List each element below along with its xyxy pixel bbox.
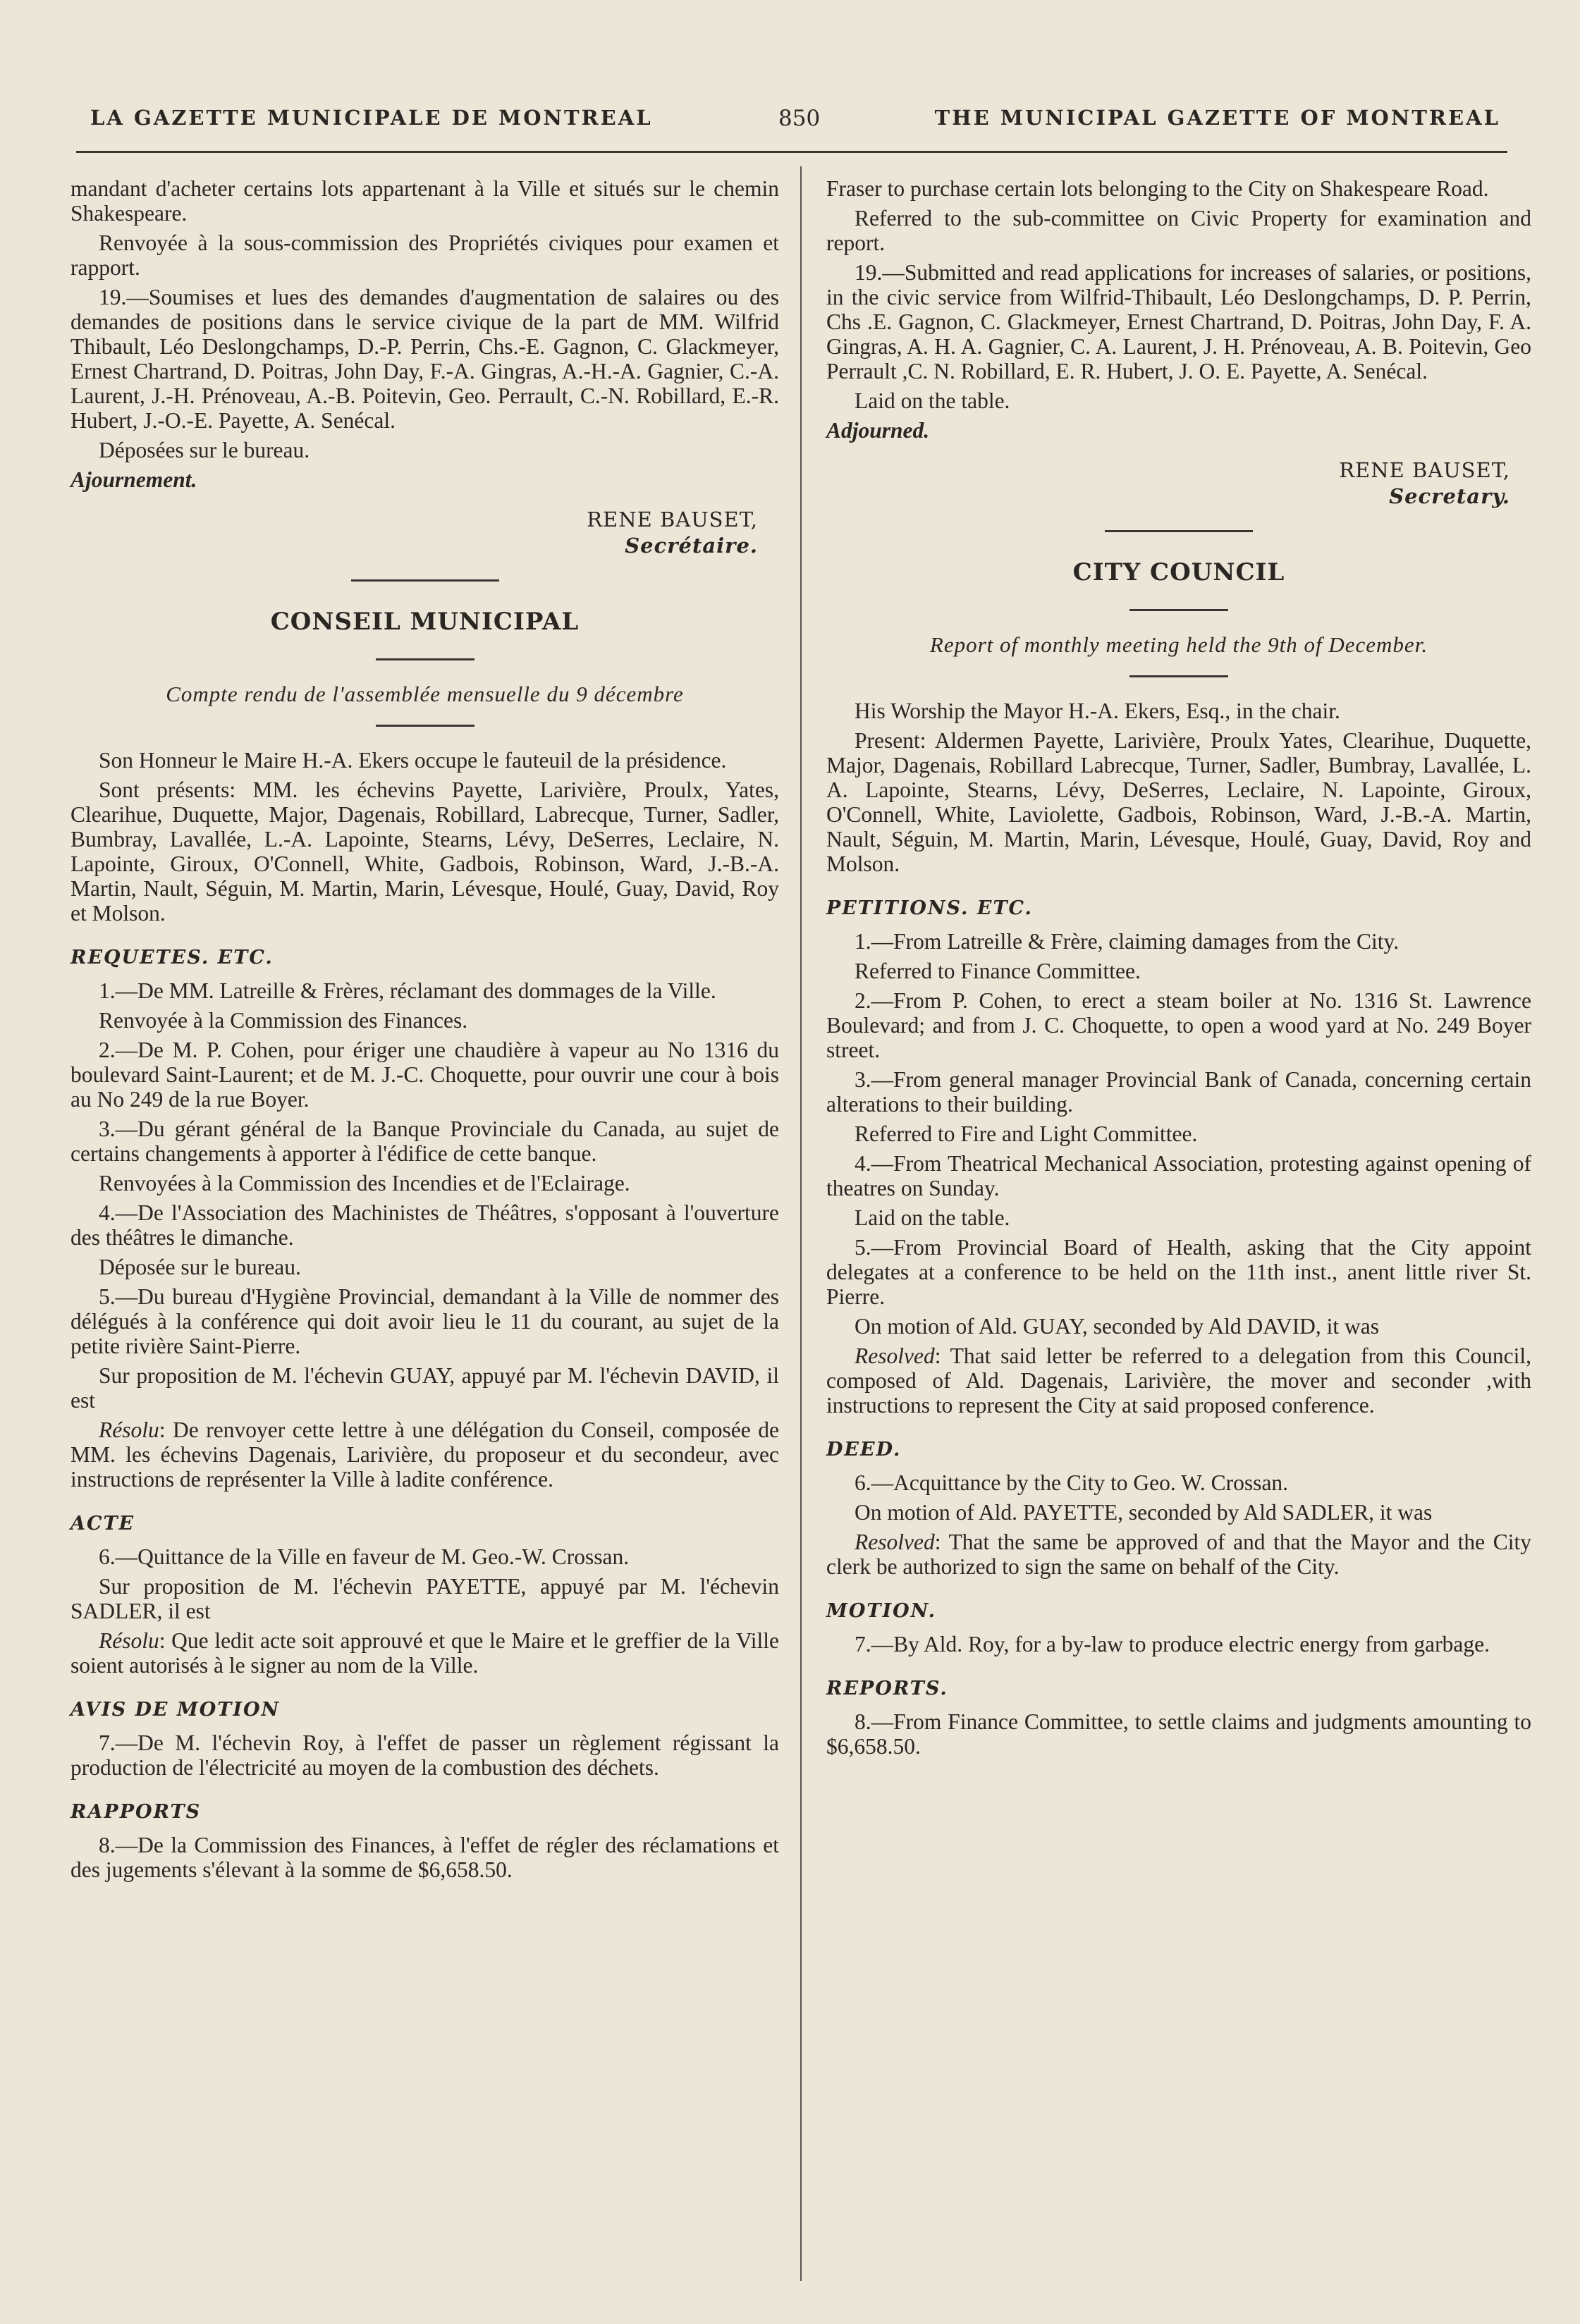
fr-section-requetes: REQUETES. ETC. xyxy=(71,947,274,969)
en-item-1-referral: Referred to Finance Committee. xyxy=(855,959,1141,983)
en-item-6: 6.—Acquittance by the City to Geo. W. Crossan. xyxy=(855,1470,1289,1495)
fr-item-5-motion: Sur proposition de M. l'échevin GUAY, appuyé par M. l'échevin DAVID, il est xyxy=(71,1363,779,1413)
fr-separator-rule xyxy=(351,579,499,582)
en-mayor-presiding: His Worship the Mayor H.-A. Ekers, Esq., in the chair. xyxy=(855,699,1340,723)
en-report-title: Report of monthly meeting held the 9th of December. xyxy=(929,632,1428,657)
header-french-title: LA GAZETTE MUNICIPALE DE MONTREAL xyxy=(90,106,653,130)
en-signature xyxy=(826,458,1510,509)
fr-section-avis-motion: AVIS DE MOTION xyxy=(71,1699,281,1721)
en-resolved-label-2: Resolved xyxy=(855,1530,935,1554)
fr-resolu-label-2: Résolu xyxy=(99,1628,159,1653)
header-rule xyxy=(76,151,1507,153)
en-section-motion: MOTION. xyxy=(826,1600,937,1622)
fr-item-1: 1.—De MM. Latreille & Frères, réclamant des dommages de la Ville. xyxy=(99,978,716,1003)
fr-section-acte: ACTE xyxy=(71,1513,135,1535)
fr-adjournment: Ajournement. xyxy=(71,467,197,492)
fr-item-4: 4.—De l'Association des Machinistes de Théâtres, s'opposant à l'ouverture des théâtres le dimanche. xyxy=(71,1200,779,1250)
en-item-6-resolution xyxy=(826,1530,1531,1579)
fr-item-5-resolution-text: : De renvoyer cette lettre à une délégation du Conseil, composée de MM. les échevins Dagenais, Larivière, du proposeur et du secondeur, avec instructions de représenter la Ville à ladite conférence. xyxy=(71,1418,779,1492)
en-item-6-motion: On motion of Ald. PAYETTE, seconded by Ald SADLER, it was xyxy=(855,1500,1433,1525)
fr-present-list: Sont présents: MM. les échevins Payette, Larivière, Proulx, Yates, Clearihue, Duquette, Major, Dagenais, Robillard, Labrecque, Turner, Sadler, Bumbray, Lavallée, L.-A. Lapointe, Stearns, Lévy, DeSerres, Leclaire, N. Lapointe, Giroux, O'Connell, White, Gadbois, Robinson, Ward, J.-B.-A. Martin, Nault, Séguin, M. Martin, Marin, Lévesque, Houlé, Guay, David, Roy et Molson. xyxy=(71,777,779,926)
fr-item-8: 8.—De la Commission des Finances, à l'effet de régler des réclamations et des jugements s'élevant à la somme de $6,658.50. xyxy=(71,1833,779,1882)
fr-item-2: 2.—De M. P. Cohen, pour ériger une chaudière à vapeur au No 1316 du boulevard Saint-Laurent; et de M. J.-C. Choquette, pour ouvrir une cour à bois au No 249 de la rue Boyer. xyxy=(71,1038,779,1112)
en-separator-rule xyxy=(1105,530,1253,532)
en-continued-paragraph: Fraser to purchase certain lots belonging to the City on Shakespeare Road. xyxy=(826,176,1489,201)
fr-item-7: 7.—De M. l'échevin Roy, à l'effet de passer un règlement régissant la production de l'électricité au moyen de la combustion des déchets. xyxy=(71,1730,779,1780)
en-signature-name: RENE BAUSET, xyxy=(1339,458,1510,482)
fr-section-rapports: RAPPORTS xyxy=(71,1801,202,1823)
en-council-title: CITY COUNCIL xyxy=(1072,558,1285,586)
fr-item-6-resolution-text: : Que ledit acte soit approuvé et que le Maire et le greffier de la Ville soient autorisés à le signer au nom de la Ville. xyxy=(71,1628,779,1678)
en-referral-property: Referred to the sub-committee on Civic Property for examination and report. xyxy=(826,206,1531,255)
en-present-list: Present: Aldermen Payette, Larivière, Proulx Yates, Clearihue, Duquette, Major, Dagenais, Robillard Labrecque, Turner, Sadler, Bumbray, Lavallée, L. A. Lapointe, Stearns, Lévy, DeSerres, Leclaire, N. Lapointe, Giroux, O'Connell, White, Laviolette, Gadbois, Robinson, Ward, J.-B.-A. Martin, Nault, Séguin, M. Martin, Marin, Lévesque, Houlé, Guay, David, Roy and Molson. xyxy=(826,728,1531,876)
fr-item-4-referral: Déposée sur le bureau. xyxy=(99,1255,301,1279)
en-item-7: 7.—By Ald. Roy, for a by-law to produce electric energy from garbage. xyxy=(855,1632,1490,1656)
page-number: 850 xyxy=(778,106,821,131)
fr-report-title: Compte rendu de l'assemblée mensuelle du 9 décembre xyxy=(166,682,684,706)
column-divider xyxy=(800,166,802,2281)
en-item-6-resolution-text: : That the same be approved of and that the Mayor and the City clerk be authorized to sign the same on behalf of the City. xyxy=(826,1530,1531,1579)
en-item-5-resolution xyxy=(826,1344,1531,1418)
en-adjournment: Adjourned. xyxy=(826,418,930,443)
en-section-reports: REPORTS. xyxy=(826,1678,948,1699)
fr-signature-role: Secrétaire. xyxy=(625,534,758,558)
fr-title-rule xyxy=(376,658,474,660)
en-item-1: 1.—From Latreille & Frère, claiming damages from the City. xyxy=(855,929,1400,954)
fr-item-5-resolution xyxy=(71,1418,779,1492)
fr-continued-paragraph: mandant d'acheter certains lots appartenant à la Ville et situés sur le chemin Shakespeare. xyxy=(71,176,779,226)
fr-signature-name: RENE BAUSET, xyxy=(587,508,758,531)
en-item-3-referral: Referred to Fire and Light Committee. xyxy=(855,1121,1198,1146)
fr-item-19: 19.—Soumises et lues des demandes d'augmentation de salaires ou des demandes de positions dans le service civique de la part de MM. Wilfrid Thibault, Léo Deslongchamps, D.-P. Perrin, Chs.-E. Gagnon, C. Glackmeyer, Ernest Chartrand, D. Poitras, John Day, F.-A. Gingras, A.-H.-A. Gagnier, C.-A. Laurent, J.-H. Prénoveau, A.-B. Poitevin, Geo. Perrault, C.-N. Robillard, E.-R. Hubert, J.-O.-E. Payette, A. Senécal. xyxy=(71,285,779,433)
en-item-4: 4.—From Theatrical Mechanical Association, protesting against opening of theatres on Sunday. xyxy=(826,1151,1531,1200)
fr-referral-property: Renvoyée à la sous-commission des Propriétés civiques pour examen et rapport. xyxy=(71,230,779,280)
fr-item-19-deposited: Déposées sur le bureau. xyxy=(99,438,310,462)
fr-item-5: 5.—Du bureau d'Hygiène Provincial, demandant à la Ville de nommer des délégués à la conférence qui doit avoir lieu le 11 du courant, au sujet de la petite rivière Saint-Pierre. xyxy=(71,1284,779,1358)
fr-council-title: CONSEIL MUNICIPAL xyxy=(270,608,580,636)
en-item-19-laid: Laid on the table. xyxy=(855,388,1010,413)
en-title-rule xyxy=(1129,609,1228,611)
french-column xyxy=(71,176,779,1887)
fr-mayor-presiding: Son Honneur le Maire H.-A. Ekers occupe le fauteuil de la présidence. xyxy=(99,748,727,773)
fr-signature xyxy=(71,508,758,558)
en-item-3: 3.—From general manager Provincial Bank of Canada, concerning certain alterations to their building. xyxy=(826,1067,1531,1117)
fr-item-3-referral: Renvoyées à la Commission des Incendies et de l'Eclairage. xyxy=(99,1171,630,1195)
en-item-5-motion: On motion of Ald. GUAY, seconded by Ald DAVID, it was xyxy=(855,1314,1380,1339)
fr-item-6-motion: Sur proposition de M. l'échevin PAYETTE, appuyé par M. l'échevin SADLER, il est xyxy=(71,1574,779,1623)
en-resolved-label: Resolved xyxy=(855,1344,935,1368)
en-item-8: 8.—From Finance Committee, to settle claims and judgments amounting to $6,658.50. xyxy=(826,1709,1531,1759)
en-item-5: 5.—From Provincial Board of Health, asking that the City appoint delegates at a conference to be held on the 11th inst., anent little river St. Pierre. xyxy=(826,1235,1531,1309)
english-column xyxy=(826,176,1531,1764)
en-item-19: 19.—Submitted and read applications for increases of salaries, or positions, in the civic service from Wilfrid-Thibault, Léo Deslongchamps, D. P. Perrin, Chs .E. Gagnon, C. Glackmeyer, Ernest Chartrand, D. Poitras, John Day, F. A. Gingras, A. H. A. Gagnier, C. A. Laurent, J. H. Prénoveau, A. B. Poitevin, Geo Perrault ,C. N. Robillard, E. R. Hubert, J. O. E. Payette, A. Senécal. xyxy=(826,260,1531,383)
header-english-title: THE MUNICIPAL GAZETTE OF MONTREAL xyxy=(934,106,1500,130)
fr-item-1-referral: Renvoyée à la Commission des Finances. xyxy=(99,1008,468,1033)
fr-resolu-label: Résolu xyxy=(99,1418,159,1442)
en-item-4-referral: Laid on the table. xyxy=(855,1205,1010,1230)
fr-item-6: 6.—Quittance de la Ville en faveur de M. Geo.-W. Crossan. xyxy=(99,1544,630,1569)
en-item-5-resolution-text: : That said letter be referred to a delegation from this Council, composed of Ald. Dagenais, Larivière, the mover and seconder ,with instructions to represent the City at said proposed conference. xyxy=(826,1344,1531,1418)
fr-item-3: 3.—Du gérant général de la Banque Provinciale du Canada, au sujet de certains changements à apporter à l'édifice de cette banque. xyxy=(71,1117,779,1166)
en-section-petitions: PETITIONS. ETC. xyxy=(826,897,1033,919)
en-item-2: 2.—From P. Cohen, to erect a steam boiler at No. 1316 St. Lawrence Boulevard; and from J. C. Choquette, to open a wood yard at No. 249 Boyer street. xyxy=(826,988,1531,1062)
en-section-deed: DEED. xyxy=(826,1439,902,1461)
fr-item-6-resolution xyxy=(71,1628,779,1678)
en-signature-role: Secretary. xyxy=(1389,484,1510,508)
